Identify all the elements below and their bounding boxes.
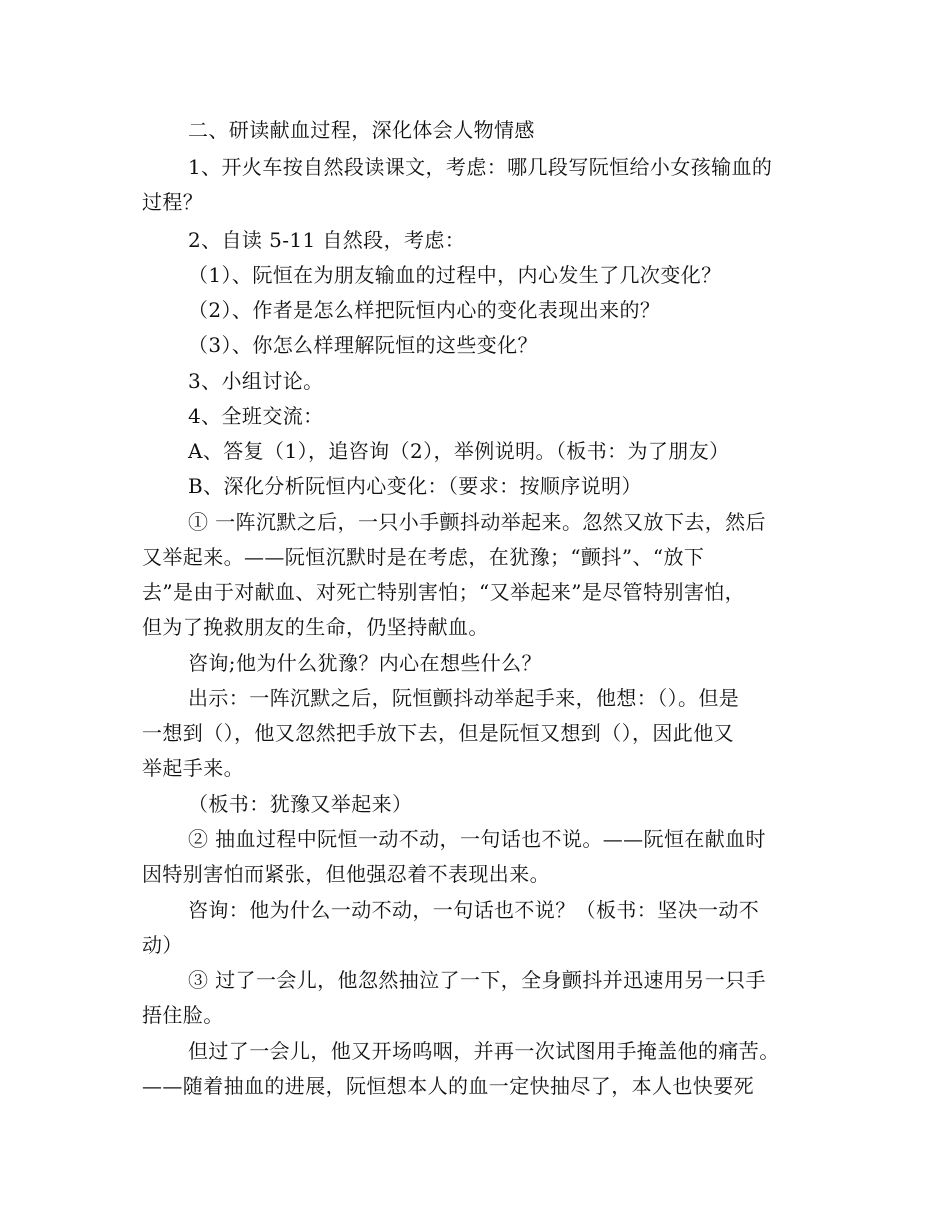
- final-paragraph-line-2: ——随着抽血的进展，阮恒想本人的血一定快抽尽了，本人也快要死: [142, 1074, 754, 1098]
- paragraph-2: 2、自读 5-11 自然段，考虑：: [188, 228, 466, 252]
- question-still-line-1: 咨询：他为什么一动不动，一句话也不说？（板书：坚决一动不: [188, 898, 760, 922]
- point-1-line-4: 但为了挽救朋友的生命，仍坚持献血。: [142, 615, 489, 639]
- paragraph-1-line-2: 过程？: [142, 190, 204, 214]
- question-2: （2）、作者是怎么样把阮恒内心的变化表现出来的？: [188, 298, 661, 322]
- question-1: （1）、阮恒在为朋友输血的过程中，内心发生了几次变化？: [188, 263, 722, 287]
- board-note-1: （板书：犹豫又举起来）: [188, 792, 413, 816]
- display-line-2: 一想到（），他又忽然把手放下去，但是阮恒又想到（），因此他又: [142, 721, 734, 745]
- section-heading: 二、研读献血过程，深化体会人物情感: [188, 118, 535, 142]
- point-3-line-2: 捂住脸。: [142, 1003, 224, 1027]
- point-2-line-2: 因特别害怕而紧张，但他强忍着不表现出来。: [142, 862, 550, 886]
- paragraph-3: 3、小组讨论。: [188, 369, 324, 393]
- question-3: （3）、你怎么样理解阮恒的这些变化？: [188, 333, 538, 357]
- display-line-1: 出示：一阵沉默之后，阮恒颤抖动举起手来，他想：（）。但是: [188, 686, 740, 710]
- point-2-line-1: ② 抽血过程中阮恒一动不动，一句话也不说。——阮恒在献血时: [188, 827, 766, 851]
- final-paragraph-line-1: 但过了一会儿，他又开场呜咽，并再一次试图用手掩盖他的痛苦。: [188, 1039, 780, 1063]
- paragraph-4: 4、全班交流：: [188, 404, 324, 428]
- paragraph-a: A、答复（1），追咨询（2），举例说明。（板书：为了朋友）: [188, 439, 730, 463]
- paragraph-1-line-1: 1、开火车按自然段读课文，考虑：哪几段写阮恒给小女孩输血的: [188, 155, 773, 179]
- point-3-line-1: ③ 过了一会儿，他忽然抽泣了一下，全身颤抖并迅速用另一只手: [188, 968, 766, 992]
- point-1-line-2: 又举起来。——阮恒沉默时是在考虑，在犹豫；“颤抖”、“放下: [142, 545, 705, 569]
- paragraph-b: B、深化分析阮恒内心变化：（要求：按顺序说明）: [188, 474, 642, 498]
- point-1-line-3: 去”是由于对献血、对死亡特别害怕；“又举起来”是尽管特别害怕，: [142, 580, 746, 604]
- question-still-line-2: 动）: [142, 933, 183, 957]
- question-hesitate: 咨询;他为什么犹豫？内心在想些什么？: [188, 651, 542, 675]
- display-line-3: 举起手来。: [142, 756, 244, 780]
- point-1-line-1: ① 一阵沉默之后，一只小手颤抖动举起来。忽然又放下去，然后: [188, 510, 766, 534]
